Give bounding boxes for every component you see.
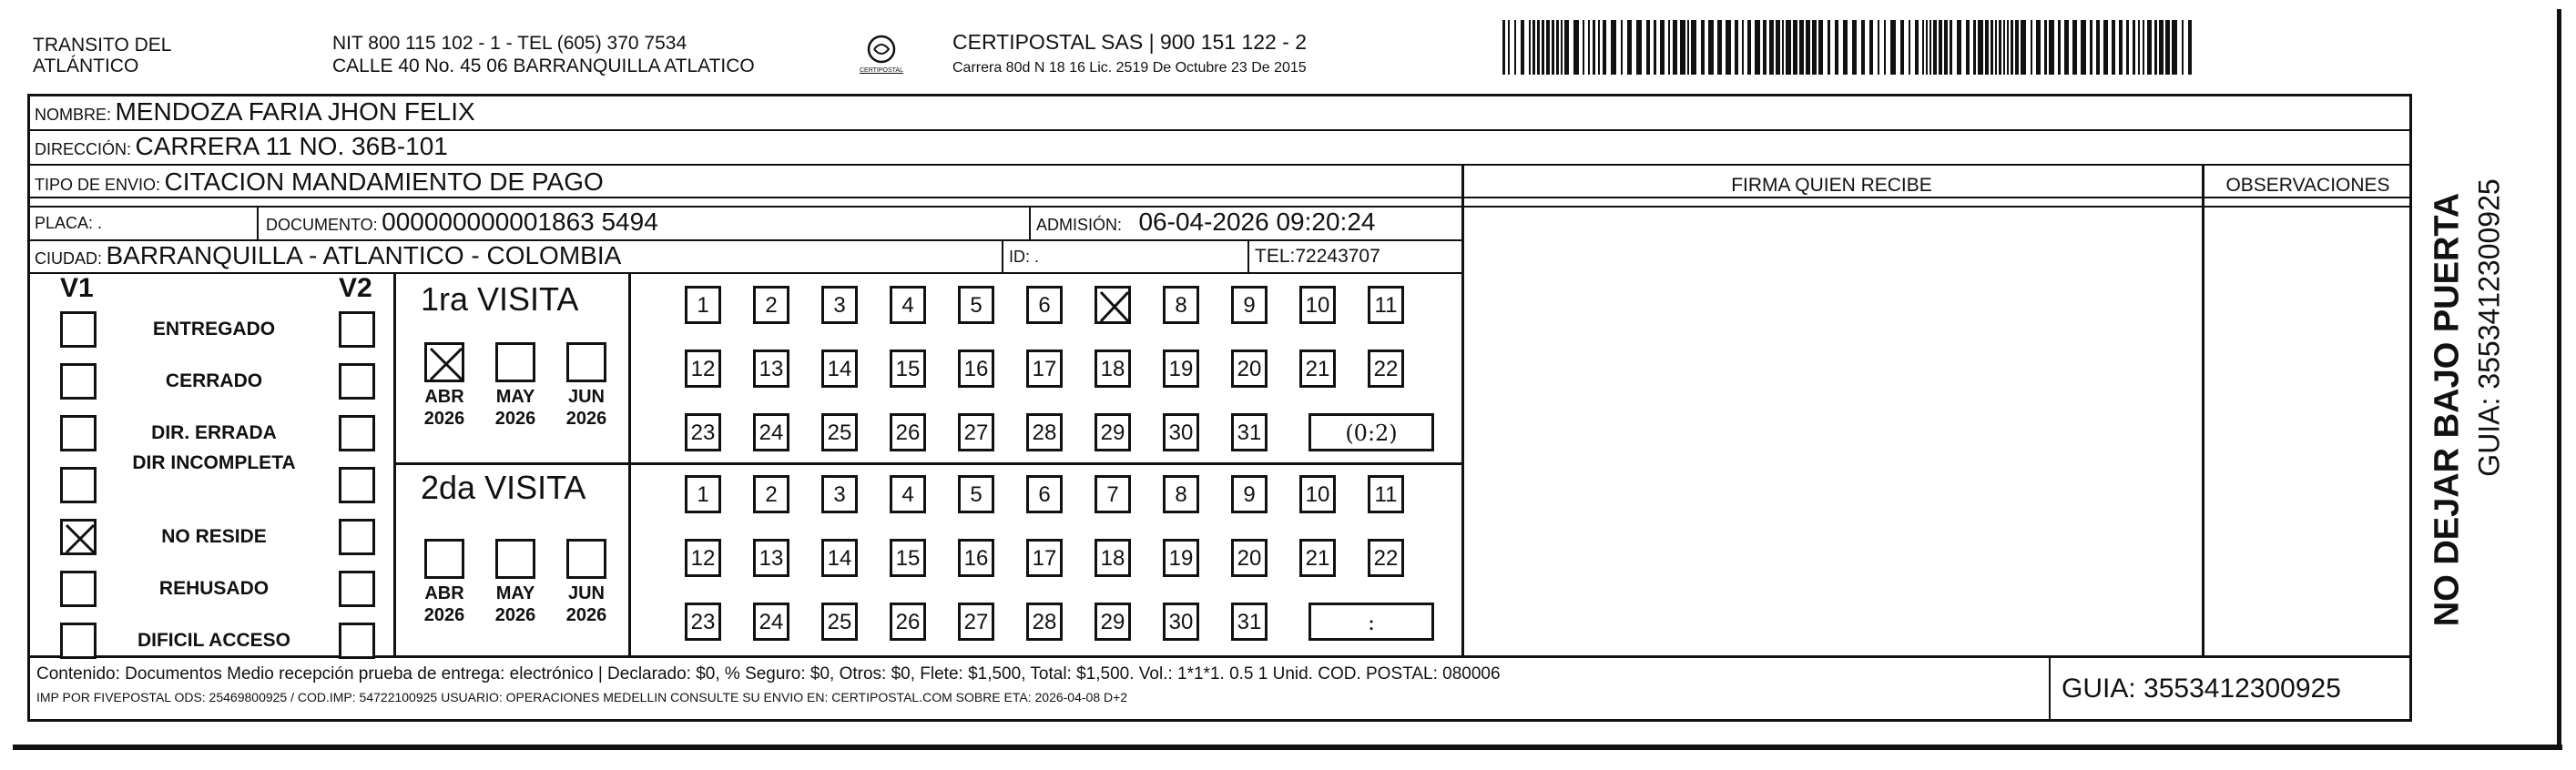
barcode-bar: [1890, 20, 1896, 75]
ciudad-label: CIUDAD:: [35, 249, 103, 268]
no-dejar-bajo-puerta: NO DEJAR BAJO PUERTA: [2428, 192, 2467, 627]
v2-checkbox[interactable]: [339, 623, 375, 659]
barcode-bar: [1812, 20, 1817, 75]
ciudad-value: BARRANQUILLA - ATLANTICO - COLOMBIA: [106, 241, 622, 269]
day-box[interactable]: 25: [821, 413, 858, 451]
day-box[interactable]: 7: [1095, 475, 1131, 513]
barcode-bar: [1673, 20, 1677, 75]
courier-line1: CERTIPOSTAL SAS | 900 151 122 - 2: [952, 30, 1308, 54]
barcode-bar: [1593, 20, 1595, 75]
tel-row: [1255, 246, 1380, 268]
visit2-title: 2da VISITA: [421, 469, 586, 506]
barcode-bar: [2049, 20, 2054, 75]
barcode-bar: [1763, 20, 1767, 75]
direccion-value: CARRERA 11 NO. 36B-101: [135, 132, 448, 160]
status-reason-label: CERRADO: [165, 370, 263, 391]
day-box[interactable]: 5: [958, 286, 994, 324]
barcode-bar: [2064, 20, 2069, 75]
day-box[interactable]: 30: [1163, 603, 1199, 641]
v1-checkbox[interactable]: [60, 415, 97, 451]
day-box[interactable]: 2: [753, 475, 789, 513]
barcode-bar: [1995, 20, 1997, 75]
row-divider: [27, 164, 1461, 166]
barcode-bar: [2007, 20, 2009, 75]
v2-label: V2: [339, 273, 372, 303]
tel-label: TEL:: [1255, 246, 1296, 267]
barcode-bar: [1621, 20, 1623, 75]
barcode-bar: [1843, 20, 1848, 75]
barcode-bar: [1973, 20, 1976, 75]
day-box[interactable]: 6: [1026, 475, 1063, 513]
day-box[interactable]: 12: [685, 539, 721, 577]
imp-line: IMP POR FIVEPOSTAL ODS: 25469800925 / COD.IMP: 54722100925 USUARIO: OPERACIONES MEDELLIN CONSULTE SU ENVIO EN: CERTIPOSTAL.COM SOBRE ETA: 2026-04-08 D+2: [36, 690, 1128, 704]
barcode-bar: [2165, 20, 2170, 75]
nit-line: NIT 800 115 102 - 1 - TEL (605) 370 7534: [332, 33, 687, 54]
day-box[interactable]: 27: [958, 413, 994, 451]
v1-checkbox[interactable]: [60, 519, 97, 555]
barcode-bar: [1588, 20, 1590, 75]
company-name-line1: TRANSITO DEL: [33, 35, 172, 56]
tipo-envio-value: CITACION MANDAMIENTO DE PAGO: [164, 167, 604, 196]
barcode-bar: [2133, 20, 2135, 75]
v1-checkbox[interactable]: [60, 571, 97, 607]
barcode-bar: [1708, 20, 1714, 75]
barcode-bar: [1828, 20, 1830, 75]
day-box[interactable]: 19: [1163, 350, 1199, 388]
barcode-bar: [1561, 20, 1563, 75]
col-divider: [1002, 239, 1003, 272]
row-divider: [1461, 206, 2412, 208]
barcode-bar: [2011, 20, 2013, 75]
barcode-bar: [2138, 20, 2140, 75]
day-box[interactable]: 15: [890, 539, 926, 577]
day-box[interactable]: 29: [1095, 413, 1131, 451]
row-divider: [27, 129, 2412, 131]
month-label: JUN 2026: [565, 583, 607, 625]
id-label: ID: .: [1009, 248, 1040, 266]
day-box[interactable]: 4: [890, 286, 926, 324]
barcode-bar: [1726, 20, 1731, 75]
barcode-bar: [1654, 20, 1656, 75]
admision-label: ADMISIÓN:: [1036, 216, 1123, 234]
documento-row: [266, 208, 658, 237]
day-box[interactable]: 21: [1299, 350, 1336, 388]
barcode-bar: [1926, 20, 1928, 75]
barcode-bar: [2058, 20, 2061, 75]
barcode-bar: [1835, 20, 1838, 75]
barcode-bar: [2112, 20, 2115, 75]
direccion-row: [35, 132, 448, 161]
barcode-bar: [1546, 20, 1550, 75]
barcode-bar: [1900, 20, 1904, 75]
day-box[interactable]: 23: [685, 603, 721, 641]
day-box[interactable]: 22: [1368, 350, 1404, 388]
day-box[interactable]: 28: [1026, 603, 1063, 641]
status-reason-label: DIFICIL ACCESO: [137, 630, 290, 651]
day-box[interactable]: 1: [685, 475, 721, 513]
nombre-value: MENDOZA FARIA JHON FELIX: [115, 97, 475, 126]
barcode-bar: [1556, 20, 1559, 75]
direccion-label: DIRECCIÓN:: [35, 140, 132, 158]
barcode-bar: [1782, 20, 1784, 75]
month-label: MAY 2026: [494, 583, 536, 625]
admision-value: 06-04-2026 09:20:24: [1138, 208, 1376, 236]
day-box[interactable]: 26: [890, 413, 926, 451]
documento-value: 000000000001863 5494: [382, 208, 658, 236]
month-label: ABR 2026: [423, 387, 465, 429]
day-box[interactable]: 19: [1163, 539, 1199, 577]
barcode-bar: [1944, 20, 1948, 75]
barcode-bar: [1966, 20, 1970, 75]
visit-time-box[interactable]: (0:2): [1308, 413, 1434, 451]
col-divider: [257, 206, 259, 239]
barcode-bar: [1660, 20, 1665, 75]
day-box[interactable]: 13: [753, 350, 789, 388]
col-divider: [2202, 164, 2204, 656]
visit-time-box[interactable]: :: [1308, 603, 1434, 641]
day-box[interactable]: 26: [890, 603, 926, 641]
barcode-bar: [1861, 20, 1865, 75]
day-box[interactable]: 20: [1231, 539, 1268, 577]
day-box[interactable]: 8: [1163, 286, 1199, 324]
day-box[interactable]: 27: [958, 603, 994, 641]
barcode-bar: [1687, 20, 1689, 75]
day-box[interactable]: 28: [1026, 413, 1063, 451]
guia-vertical: GUIA: 3553412300925: [2472, 178, 2506, 477]
barcode-bar: [2044, 20, 2047, 75]
day-box[interactable]: 21: [1299, 539, 1336, 577]
barcode-bar: [1742, 20, 1744, 75]
barcode-bar: [1929, 20, 1931, 75]
address-line: CALLE 40 No. 45 06 BARRANQUILLA ATLATICO: [332, 56, 755, 76]
barcode-bar: [1786, 20, 1791, 75]
day-box[interactable]: 5: [958, 475, 994, 513]
day-box[interactable]: 12: [685, 350, 721, 388]
barcode-bar: [1502, 20, 1505, 75]
barcode-bar: [1818, 20, 1823, 75]
barcode-bar: [1514, 20, 1516, 75]
col-divider: [2049, 655, 2051, 722]
barcode-bar: [1869, 20, 1873, 75]
status-reason-label: REHUSADO: [158, 578, 270, 599]
barcode-bar: [1776, 20, 1780, 75]
row-divider: [27, 197, 2412, 198]
nombre-label: NOMBRE:: [35, 106, 112, 124]
barcode-bar: [1583, 20, 1584, 75]
barcode-bar: [1521, 20, 1524, 75]
barcode-bar: [2003, 20, 2005, 75]
barcode-bar: [2081, 20, 2086, 75]
v1-label: V1: [60, 273, 94, 303]
barcode-bar: [1991, 20, 1993, 75]
day-box[interactable]: 14: [821, 350, 858, 388]
row-divider: [1461, 164, 2412, 166]
barcode-bar: [2096, 20, 2100, 75]
day-box[interactable]: 1: [685, 286, 721, 324]
status-reason-label: DIR. ERRADA: [151, 422, 277, 443]
barcode-bar: [2159, 20, 2164, 75]
barcode-bar: [2072, 20, 2077, 75]
v1-checkbox[interactable]: [60, 311, 97, 348]
barcode-bar: [1532, 20, 1535, 75]
barcode-bar: [1691, 20, 1696, 75]
month-checkbox[interactable]: [566, 342, 606, 382]
barcode-bar: [1957, 20, 1961, 75]
barcode-bar: [1627, 20, 1632, 75]
barcode-bar: [1701, 20, 1705, 75]
day-box[interactable]: 13: [753, 539, 789, 577]
month-checkbox[interactable]: [566, 539, 606, 579]
barcode-bar: [2126, 20, 2129, 75]
day-box[interactable]: 17: [1026, 350, 1063, 388]
firma-header: FIRMA QUIEN RECIBE: [1731, 175, 1932, 196]
logo-caption: CERTIPOSTAL: [860, 67, 903, 74]
day-box[interactable]: 10: [1299, 286, 1336, 324]
placa-label: PLACA: .: [35, 214, 103, 232]
day-box[interactable]: 15: [890, 350, 926, 388]
day-box[interactable]: 17: [1026, 539, 1063, 577]
barcode-bar: [1735, 20, 1738, 75]
documento-label: DOCUMENTO:: [266, 216, 378, 234]
barcode-bar: [2172, 20, 2177, 75]
day-box[interactable]: 4: [890, 475, 926, 513]
col-divider: [1461, 164, 1464, 656]
observaciones-header: OBSERVACIONES: [2225, 175, 2390, 196]
company-name-line2: ATLÁNTICO: [33, 56, 139, 76]
barcode-bar: [1852, 20, 1857, 75]
row-divider: [27, 655, 2412, 658]
day-box[interactable]: 2: [753, 286, 789, 324]
right-border: [2557, 9, 2561, 748]
barcode-bar: [2090, 20, 2092, 75]
barcode-bar: [1747, 20, 1751, 75]
contenido-line: Contenido: Documentos Medio recepción prueba de entrega: electrónico | Declarado: $0, % Seguro: $0, Otros: $0, Flete: $1,500, Total: $1,500. Vol.: 1*1*1. 0.5 1 Unid. COD. POSTAL: 080006: [36, 664, 1501, 684]
v2-checkbox[interactable]: [339, 311, 375, 348]
status-reason-label: ENTREGADO: [152, 319, 276, 339]
courier-line2: Carrera 80d N 18 16 Lic. 2519 De Octubre 23 De 2015: [952, 60, 1307, 76]
barcode-bar: [2143, 20, 2144, 75]
barcode-bar: [1603, 20, 1606, 75]
day-box[interactable]: 11: [1368, 475, 1404, 513]
barcode-bar: [2015, 20, 2019, 75]
v1-checkbox[interactable]: [60, 467, 97, 503]
day-box[interactable]: 16: [958, 350, 994, 388]
guia-box: GUIA: 3553412300925: [2062, 674, 2341, 704]
day-box[interactable]: 3: [821, 475, 858, 513]
barcode-bar: [2031, 20, 2032, 75]
barcode-bar: [1646, 20, 1650, 75]
day-box[interactable]: 25: [821, 603, 858, 641]
month-checkbox[interactable]: [495, 342, 535, 382]
v2-checkbox[interactable]: [339, 519, 375, 555]
v2-checkbox[interactable]: [339, 363, 375, 400]
barcode-bar: [1933, 20, 1937, 75]
barcode-bar: [1939, 20, 1942, 75]
barcode-bar: [1755, 20, 1760, 75]
day-box[interactable]: 20: [1231, 350, 1268, 388]
barcode-bar: [1909, 20, 1910, 75]
barcode-bar: [2103, 20, 2108, 75]
day-box[interactable]: 30: [1163, 413, 1199, 451]
barcode-bar: [1806, 20, 1810, 75]
barcode-bar: [2036, 20, 2041, 75]
day-box[interactable]: 9: [1231, 286, 1268, 324]
col-divider: [1029, 206, 1031, 239]
admision-row: [1036, 208, 1375, 237]
barcode-bar: [1950, 20, 1952, 75]
barcode-bar: [2188, 20, 2192, 75]
barcode-bar: [1611, 20, 1616, 75]
barcode-bar: [1668, 20, 1670, 75]
barcode-bar: [1915, 20, 1919, 75]
day-box[interactable]: 11: [1368, 286, 1404, 324]
v2-checkbox[interactable]: [339, 415, 375, 451]
barcode-bar: [1769, 20, 1774, 75]
v2-checkbox[interactable]: [339, 571, 375, 607]
col-divider: [1247, 239, 1249, 272]
day-box[interactable]: 16: [958, 539, 994, 577]
day-box[interactable]: 24: [753, 413, 789, 451]
day-box[interactable]: 9: [1231, 475, 1268, 513]
barcode-bar: [1508, 20, 1510, 75]
month-checkbox[interactable]: [424, 342, 464, 382]
barcode-bar: [1884, 20, 1886, 75]
day-box[interactable]: 31: [1231, 413, 1268, 451]
tipo-envio-row: [35, 167, 604, 197]
barcode-bar: [1680, 20, 1685, 75]
barcode-bar: [2119, 20, 2123, 75]
day-box[interactable]: 18: [1095, 350, 1131, 388]
ciudad-row: [35, 241, 621, 270]
month-checkbox[interactable]: [424, 539, 464, 579]
month-label: JUN 2026: [565, 387, 607, 429]
barcode-bar: [1717, 20, 1722, 75]
barcode-bar: [1537, 20, 1540, 75]
day-box[interactable]: 31: [1231, 603, 1268, 641]
barcode-bar: [1922, 20, 1924, 75]
month-checkbox[interactable]: [495, 539, 535, 579]
row-divider: [393, 462, 1461, 465]
day-box[interactable]: 24: [753, 603, 789, 641]
day-box[interactable]: 10: [1299, 475, 1336, 513]
bottom-border: [13, 745, 2562, 750]
barcode-bar: [1978, 20, 1983, 75]
barcode-bar: [1552, 20, 1554, 75]
month-label: ABR 2026: [423, 583, 465, 625]
barcode-bar: [1985, 20, 1989, 75]
v2-checkbox[interactable]: [339, 467, 375, 503]
day-box[interactable]: 6: [1026, 286, 1063, 324]
day-box[interactable]: 22: [1368, 539, 1404, 577]
barcode-bar: [1529, 20, 1531, 75]
day-box[interactable]: 23: [685, 413, 721, 451]
barcode-bar: [1636, 20, 1642, 75]
certipostal-logo: [854, 33, 909, 80]
barcode-bar: [1793, 20, 1797, 75]
barcode-bar: [1598, 20, 1600, 75]
barcode-bar: [1542, 20, 1544, 75]
day-box[interactable]: [1095, 286, 1131, 324]
visit1-title: 1ra VISITA: [421, 280, 579, 318]
day-box[interactable]: 29: [1095, 603, 1131, 641]
barcode-bar: [1799, 20, 1804, 75]
row-divider: [27, 272, 1461, 274]
v1-checkbox[interactable]: [60, 363, 97, 400]
tel-value: 72243707: [1295, 246, 1380, 267]
barcode-bar: [1564, 20, 1569, 75]
day-box[interactable]: 3: [821, 286, 858, 324]
barcode-bar: [2021, 20, 2026, 75]
barcode-bar: [2147, 20, 2152, 75]
tipo-envio-label: TIPO DE ENVIO:: [35, 176, 161, 194]
barcode-bar: [2182, 20, 2184, 75]
day-box[interactable]: 8: [1163, 475, 1199, 513]
day-box[interactable]: 18: [1095, 539, 1131, 577]
day-box[interactable]: 14: [821, 539, 858, 577]
barcode-bar: [1878, 20, 1879, 75]
status-reason-label: DIR INCOMPLETA: [132, 452, 296, 473]
status-reason-label: NO RESIDE: [161, 526, 267, 547]
barcode: [1502, 20, 2194, 75]
month-label: MAY 2026: [494, 387, 536, 429]
barcode-bar: [1999, 20, 2001, 75]
v1-checkbox[interactable]: [60, 623, 97, 659]
nombre-row: [35, 97, 475, 127]
barcode-bar: [2154, 20, 2157, 75]
barcode-bar: [1573, 20, 1579, 75]
